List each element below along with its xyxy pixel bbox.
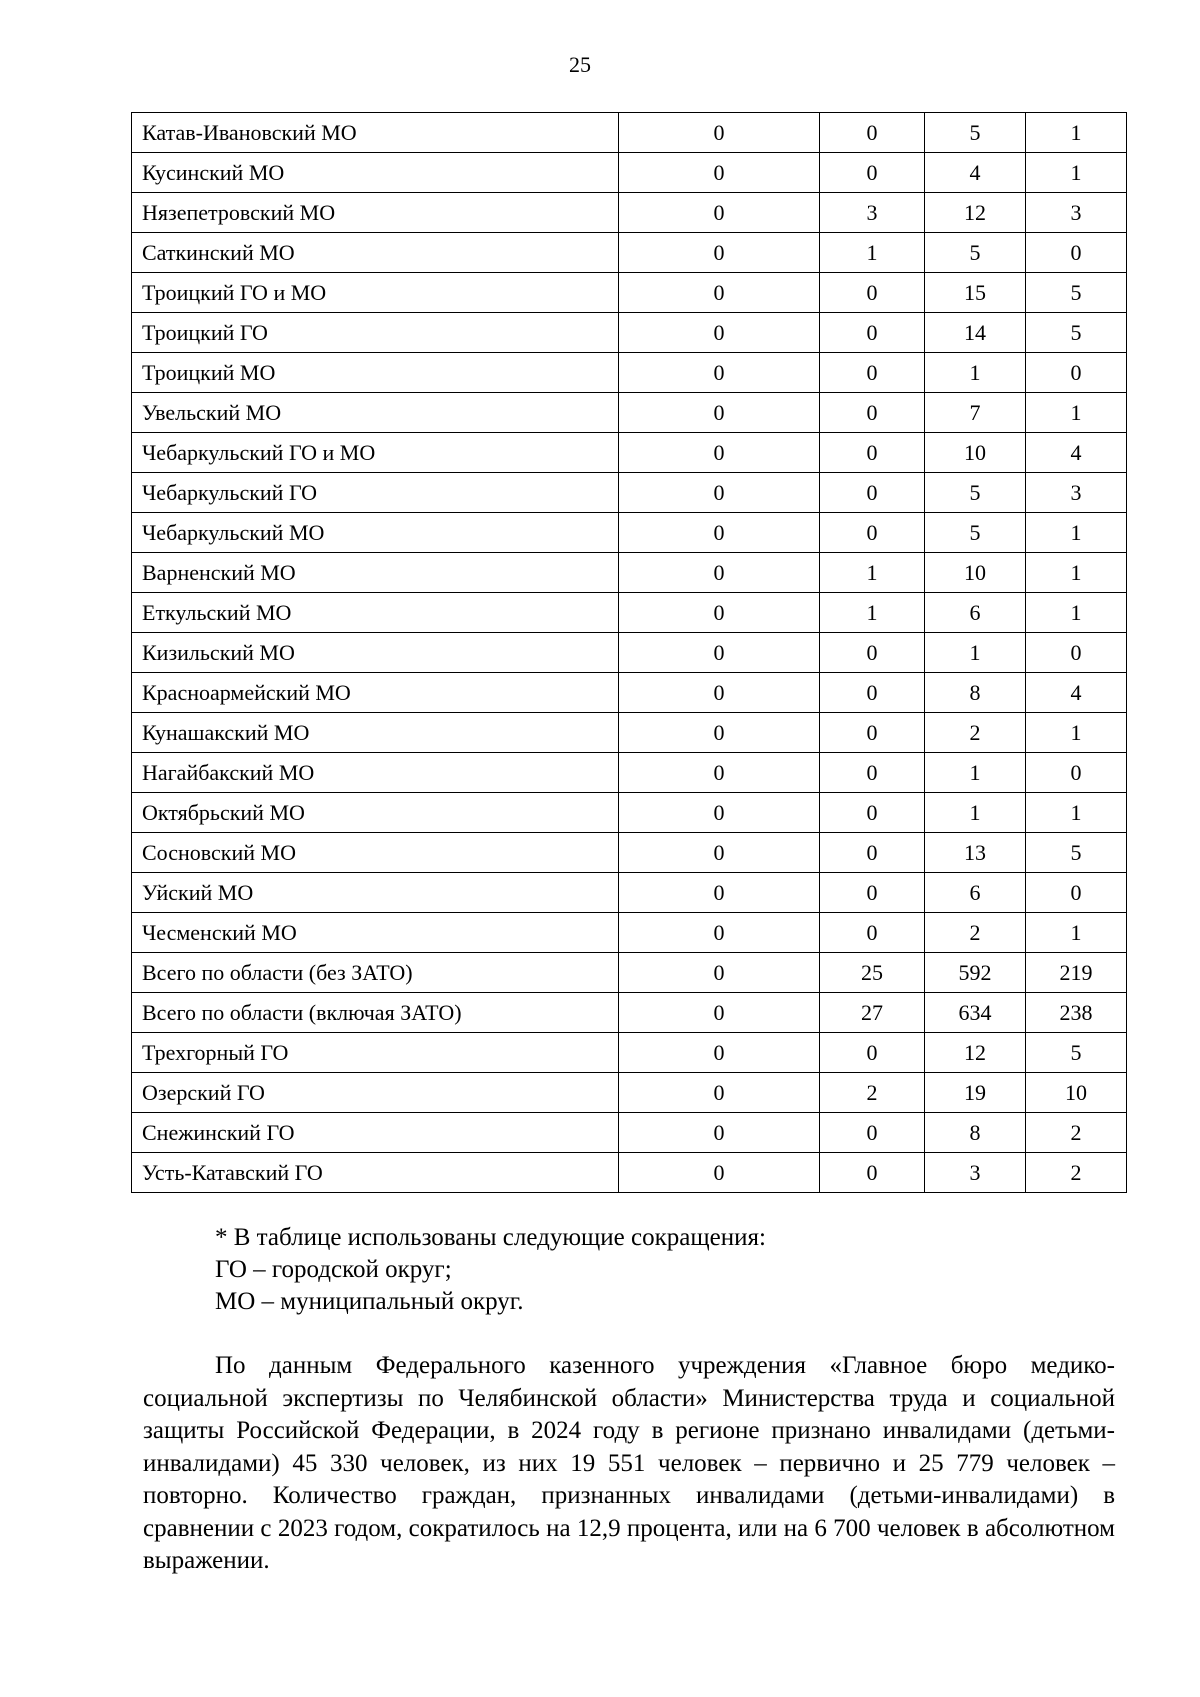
value-cell: 1 (1026, 713, 1127, 753)
row-name-cell: Уйский МО (132, 873, 619, 913)
value-cell: 0 (820, 1113, 925, 1153)
row-name-cell: Всего по области (без ЗАТО) (132, 953, 619, 993)
value-cell: 0 (619, 153, 820, 193)
value-cell: 238 (1026, 993, 1127, 1033)
table-row (132, 513, 1127, 553)
value-cell: 8 (925, 1113, 1026, 1153)
page-number: 25 (569, 52, 591, 77)
value-cell: 0 (619, 113, 820, 153)
row-name-cell: Катав-Ивановский МО (132, 113, 619, 153)
value-cell: 0 (619, 273, 820, 313)
value-cell: 0 (820, 513, 925, 553)
table-row (132, 553, 1127, 593)
value-cell: 5 (1026, 833, 1127, 873)
value-cell: 0 (619, 1113, 820, 1153)
table-row (132, 233, 1127, 273)
value-cell: 0 (820, 473, 925, 513)
value-cell: 15 (925, 273, 1026, 313)
value-cell: 0 (619, 833, 820, 873)
row-name-cell: Нагайбакский МО (132, 753, 619, 793)
table-row (132, 353, 1127, 393)
value-cell: 0 (619, 233, 820, 273)
value-cell: 5 (1026, 273, 1127, 313)
value-cell: 0 (820, 753, 925, 793)
table-row (132, 393, 1127, 433)
row-name-cell: Чебаркульский ГО (132, 473, 619, 513)
value-cell: 0 (619, 673, 820, 713)
table-body (132, 113, 1127, 1193)
value-cell: 7 (925, 393, 1026, 433)
value-cell: 0 (619, 513, 820, 553)
value-cell: 2 (1026, 1113, 1127, 1153)
value-cell: 1 (925, 353, 1026, 393)
table-row (132, 273, 1127, 313)
table-row (132, 313, 1127, 353)
value-cell: 8 (925, 673, 1026, 713)
value-cell: 0 (1026, 233, 1127, 273)
value-cell: 2 (820, 1073, 925, 1113)
value-cell: 0 (820, 793, 925, 833)
value-cell: 1 (925, 793, 1026, 833)
value-cell: 0 (1026, 753, 1127, 793)
value-cell: 1 (1026, 393, 1127, 433)
value-cell: 2 (925, 913, 1026, 953)
table-row (132, 1033, 1127, 1073)
value-cell: 0 (820, 353, 925, 393)
value-cell: 4 (925, 153, 1026, 193)
value-cell: 0 (619, 713, 820, 753)
value-cell: 6 (925, 593, 1026, 633)
table-row (132, 913, 1127, 953)
value-cell: 0 (820, 913, 925, 953)
value-cell: 6 (925, 873, 1026, 913)
value-cell: 0 (820, 1033, 925, 1073)
table-row (132, 713, 1127, 753)
statistics-table (131, 112, 1127, 1193)
value-cell: 4 (1026, 433, 1127, 473)
value-cell: 12 (925, 193, 1026, 233)
value-cell: 0 (820, 833, 925, 873)
value-cell: 0 (619, 913, 820, 953)
row-name-cell: Чебаркульский МО (132, 513, 619, 553)
value-cell: 1 (820, 553, 925, 593)
value-cell: 0 (820, 673, 925, 713)
value-cell: 0 (1026, 633, 1127, 673)
row-name-cell: Усть-Катавский ГО (132, 1153, 619, 1193)
body-paragraph: По данным Федерального казенного учреждения «Главное бюро медико-социальной экспертизы по Челябинской области» Министерства труда и социальной защиты Российской Федерации, в 2024 году в регионе признано инвалидами (детьми-инвалидами) 45 330 человек, из них 19 551 человек – первично и 25 779 человек – повторно. Количество граждан, признанных инвалидами (детьми-инвалидами) в сравнении с 2023 годом, сократилось на 12,9 процента, или на 6 700 человек в абсолютном выражении. (143, 1352, 1115, 1574)
row-name-cell: Красноармейский МО (132, 673, 619, 713)
value-cell: 0 (619, 953, 820, 993)
row-name-cell: Чесменский МО (132, 913, 619, 953)
value-cell: 0 (820, 633, 925, 673)
row-name-cell: Снежинский ГО (132, 1113, 619, 1153)
value-cell: 0 (1026, 873, 1127, 913)
value-cell: 0 (820, 313, 925, 353)
value-cell: 1 (1026, 793, 1127, 833)
row-name-cell: Кусинский МО (132, 153, 619, 193)
value-cell: 0 (619, 1153, 820, 1193)
value-cell: 0 (619, 393, 820, 433)
value-cell: 25 (820, 953, 925, 993)
value-cell: 0 (820, 113, 925, 153)
row-name-cell: Еткульский МО (132, 593, 619, 633)
value-cell: 19 (925, 1073, 1026, 1113)
value-cell: 0 (619, 553, 820, 593)
value-cell: 1 (1026, 593, 1127, 633)
value-cell: 5 (925, 513, 1026, 553)
value-cell: 1 (1026, 913, 1127, 953)
row-name-cell: Троицкий ГО (132, 313, 619, 353)
value-cell: 0 (619, 1033, 820, 1073)
footnote-line: * В таблице использованы следующие сокращения: (215, 1224, 766, 1251)
value-cell: 0 (619, 873, 820, 913)
value-cell: 0 (619, 993, 820, 1033)
table-row (132, 1113, 1127, 1153)
footnote-line: МО – муниципальный округ. (215, 1288, 524, 1315)
value-cell: 0 (619, 193, 820, 233)
footnote-line: ГО – городской округ; (215, 1256, 452, 1283)
row-name-cell: Саткинский МО (132, 233, 619, 273)
row-name-cell: Октябрьский МО (132, 793, 619, 833)
table-row (132, 113, 1127, 153)
value-cell: 5 (1026, 313, 1127, 353)
value-cell: 0 (820, 1153, 925, 1193)
value-cell: 0 (820, 273, 925, 313)
value-cell: 2 (1026, 1153, 1127, 1193)
table-row (132, 673, 1127, 713)
value-cell: 27 (820, 993, 925, 1033)
table-row (132, 473, 1127, 513)
value-cell: 634 (925, 993, 1026, 1033)
row-name-cell: Кизильский МО (132, 633, 619, 673)
table-row (132, 753, 1127, 793)
row-name-cell: Троицкий ГО и МО (132, 273, 619, 313)
row-name-cell: Озерский ГО (132, 1073, 619, 1113)
table-row (132, 433, 1127, 473)
value-cell: 4 (1026, 673, 1127, 713)
value-cell: 14 (925, 313, 1026, 353)
value-cell: 13 (925, 833, 1026, 873)
table-row (132, 193, 1127, 233)
row-name-cell: Чебаркульский ГО и МО (132, 433, 619, 473)
value-cell: 10 (1026, 1073, 1127, 1113)
table-row (132, 633, 1127, 673)
value-cell: 1 (820, 593, 925, 633)
footnote (215, 1222, 766, 1318)
value-cell: 0 (619, 433, 820, 473)
value-cell: 0 (1026, 353, 1127, 393)
value-cell: 0 (820, 433, 925, 473)
value-cell: 0 (619, 793, 820, 833)
value-cell: 1 (820, 233, 925, 273)
value-cell: 1 (925, 633, 1026, 673)
row-name-cell: Всего по области (включая ЗАТО) (132, 993, 619, 1033)
value-cell: 5 (925, 233, 1026, 273)
value-cell: 0 (619, 593, 820, 633)
row-name-cell: Сосновский МО (132, 833, 619, 873)
value-cell: 5 (925, 473, 1026, 513)
value-cell: 10 (925, 553, 1026, 593)
row-name-cell: Нязепетровский МО (132, 193, 619, 233)
value-cell: 2 (925, 713, 1026, 753)
table-row (132, 833, 1127, 873)
value-cell: 5 (1026, 1033, 1127, 1073)
table-row (132, 993, 1127, 1033)
value-cell: 5 (925, 113, 1026, 153)
value-cell: 0 (619, 353, 820, 393)
value-cell: 592 (925, 953, 1026, 993)
value-cell: 0 (619, 473, 820, 513)
value-cell: 0 (619, 633, 820, 673)
row-name-cell: Увельский МО (132, 393, 619, 433)
value-cell: 1 (1026, 153, 1127, 193)
value-cell: 0 (820, 873, 925, 913)
value-cell: 0 (820, 393, 925, 433)
value-cell: 0 (820, 713, 925, 753)
table-row (132, 593, 1127, 633)
row-name-cell: Варненский МО (132, 553, 619, 593)
value-cell: 219 (1026, 953, 1127, 993)
value-cell: 0 (619, 313, 820, 353)
row-name-cell: Трехгорный ГО (132, 1033, 619, 1073)
row-name-cell: Троицкий МО (132, 353, 619, 393)
table-row (132, 793, 1127, 833)
value-cell: 0 (820, 153, 925, 193)
table-row (132, 953, 1127, 993)
value-cell: 0 (619, 1073, 820, 1113)
value-cell: 3 (925, 1153, 1026, 1193)
table-row (132, 1153, 1127, 1193)
value-cell: 1 (1026, 513, 1127, 553)
row-name-cell: Кунашакский МО (132, 713, 619, 753)
value-cell: 0 (619, 753, 820, 793)
value-cell: 3 (1026, 193, 1127, 233)
table-row (132, 873, 1127, 913)
value-cell: 3 (820, 193, 925, 233)
value-cell: 12 (925, 1033, 1026, 1073)
value-cell: 10 (925, 433, 1026, 473)
value-cell: 1 (925, 753, 1026, 793)
table-row (132, 1073, 1127, 1113)
value-cell: 1 (1026, 553, 1127, 593)
value-cell: 1 (1026, 113, 1127, 153)
value-cell: 3 (1026, 473, 1127, 513)
table-row (132, 153, 1127, 193)
